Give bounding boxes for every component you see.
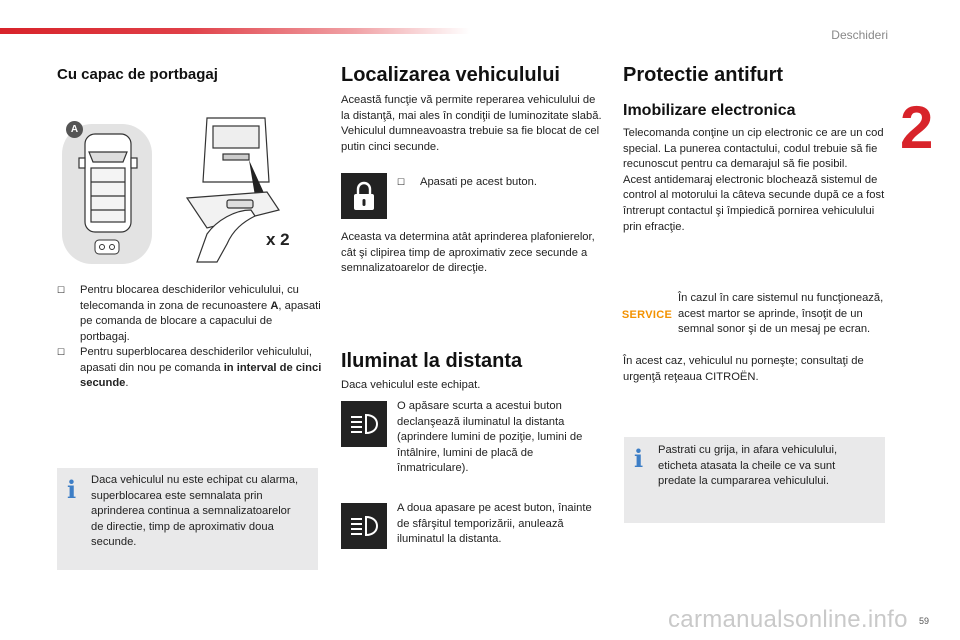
tailgate-illustration: [57, 112, 297, 267]
header-accent-bar: [0, 28, 470, 34]
short-press-text: O apăsare scurta a acestui buton declanşează iluminatul la distanta (aprindere lumini de poziţie, lumini de întâlnire, lumini de placă de înmatriculare).: [397, 400, 583, 475]
info-alarm-text: Daca vehiculul nu este echipat cu alarma, superblocarea este semnalata prin aprinderea continua a semnalizatoarelor de directie, timp de aproximativ doua secunde.: [91, 474, 299, 549]
info-box-key-label: [624, 437, 885, 523]
headlight-button-icon-1: [341, 401, 387, 447]
subsection-title-immobilizer: Imobilizare electronica: [623, 102, 796, 119]
section-title-remote-lighting: Iluminat la distanta: [341, 350, 523, 372]
bullet-icon: ☐: [57, 285, 66, 295]
press-instruction-text: Apasati pe acest buton.: [420, 176, 537, 188]
press-count-label: x 2: [266, 230, 290, 249]
service-label: SERVICE: [621, 309, 673, 321]
bullet-superlock: [57, 345, 322, 392]
locate-intro: Această funcţie vă permite reperarea vehiculului de la distanţă, mai ales în condiţii de luminozitate slabă. Vehiculul dumneavoastra trebuie sa fie blocat de cel putin cinci secunde.: [341, 94, 602, 153]
section-title-tailgate: Cu capac de portbagaj: [57, 66, 218, 83]
section-title-locate: Localizarea vehiculului: [341, 64, 560, 86]
page-number: 59: [919, 616, 930, 626]
zone-a-badge: [66, 121, 83, 138]
bullet2-bold: in interval de cinci secunde: [80, 361, 322, 390]
headlight-icon: [348, 514, 380, 538]
watermark: carmanualsonline.info: [668, 606, 908, 633]
headlight-icon: [348, 412, 380, 436]
bullet1-bold: A: [270, 299, 279, 312]
service-warning-text: În cazul în care sistemul nu funcţionează, acest martor se aprinde, însoţit de un semnal sonor şi de un mesaj pe ecran.: [678, 292, 884, 336]
service-warning-icon: [621, 308, 673, 322]
bullet2-text-b: .: [125, 377, 129, 390]
lock-button-icon: [341, 173, 387, 219]
bullet1-text-b: , apasati pe comanda de blocare a capacului de portbagaj.: [80, 299, 321, 343]
second-press-text: A doua apasare pe acest buton, înainte de sfârşitul temporizării, anulează iluminatul la distanta.: [397, 502, 592, 546]
service-consult-text: În acest caz, vehiculul nu porneşte; consultaţi de urgenţă reţeaua CITROËN.: [623, 355, 864, 383]
info-icon: i: [67, 475, 77, 504]
section-label: Deschideri: [831, 28, 888, 42]
tailgate-figure: [57, 112, 297, 267]
chapter-number: 2: [900, 94, 934, 161]
info-key-label-text: Pastrati cu grija, in afara vehiculului, eticheta atasata la cheile ce va sunt predate la cumpararea vehiculului.: [658, 444, 838, 488]
zone-a-letter: A: [70, 124, 79, 135]
immobilizer-text: Telecomanda conţine un cip electronic ce are un cod special. La punerea contactului, codul trebuie să fie recunoscut pentru ca demarajul să fie posibil. Acest antidemaraj electronic blochează sistemul de control al motorului la câteva secunde după ce a fost întrerupt contactul şi împiedică pornirea vehiculului prin efracţie.: [623, 127, 885, 233]
bullet2-text-a: Pentru superblocarea deschiderilor vehiculului, apasati din nou pe comanda: [80, 346, 312, 374]
equipped-note: Daca vehiculul este echipat.: [341, 379, 481, 391]
bullet-icon: ☐: [397, 177, 406, 187]
info-box-alarm: [57, 468, 318, 570]
section-title-antitheft: Protectie antifurt: [623, 64, 784, 86]
bullet1-text-a: Pentru blocarea deschiderilor vehiculului, cu telecomanda in zona de recunoastere: [80, 284, 299, 312]
info-icon: i: [634, 444, 644, 473]
headlight-button-icon-2: [341, 503, 387, 549]
bullet-icon: ☐: [57, 347, 66, 357]
lock-icon: [351, 180, 377, 212]
locate-result: Aceasta va determina atât aprinderea plafonierelor, cât şi clipirea timp de aproximativ zece secunde a semnalizatoarelor de direcţie.: [341, 231, 595, 275]
bullet-lock-tailgate: [57, 283, 322, 345]
press-instruction: [397, 175, 607, 191]
